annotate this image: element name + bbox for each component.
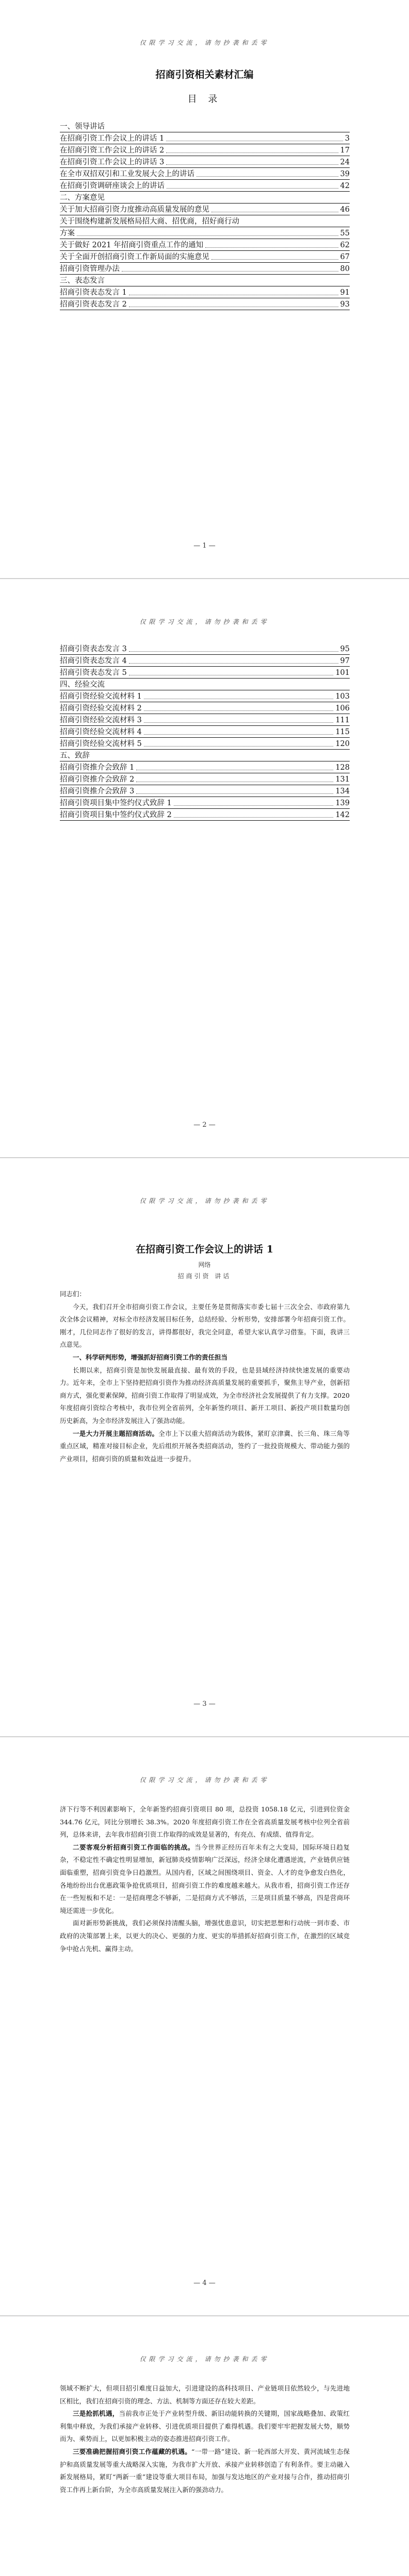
toc-entry-page: 93 <box>340 300 350 309</box>
toc-entry[interactable] <box>60 215 350 228</box>
paragraph-text: “一带一路”建设、新一轮西部大开发、黄河流域生态保护和高质量发展等重大战略深入实施，为我市扩大开放、承接产业转移创造了有利条件。要主动融入新发展格局，紧盯“两新一重”建设等重大项目布局，加强与发达地区的产业对接与合作，推动招商引资工作再上新台阶，为全市高质量发展注入新的强劲动力。 <box>60 2447 350 2494</box>
toc-entry[interactable] <box>60 180 350 192</box>
toc-entry[interactable] <box>60 773 350 786</box>
toc-entry-page: 46 <box>340 206 350 214</box>
toc-entry-page: 103 <box>335 692 350 701</box>
toc-entry[interactable] <box>60 643 350 655</box>
toc-entry-page: 17 <box>340 146 350 155</box>
toc-entry-page: 80 <box>340 265 350 273</box>
toc-leader-dots <box>166 152 338 153</box>
paragraph-lead: 一、科学研判形势，增强抓好招商引资工作的责任担当 <box>73 1353 228 1361</box>
speech-paragraph <box>60 2446 350 2496</box>
paragraph-text: 当前我市正处于产业转型升级、新旧动能转换的关键期，国家战略叠加、政策红利集中释放，为我们承接产业转移、引进优质项目提供了难得机遇。我们要牢牢把握发展大势，顺势而为、乘势而上，以更加积极主动的姿态推进招商引资工作。 <box>60 2410 350 2443</box>
toc-entry-page: 95 <box>340 645 350 653</box>
toc-entry-page: 134 <box>335 787 350 795</box>
paragraph-lead: 三是抢抓机遇， <box>73 2410 119 2418</box>
toc-entry[interactable] <box>60 204 350 216</box>
toc-entry-page: 97 <box>340 657 350 665</box>
toc-leader-dots <box>77 235 338 236</box>
toc-entry[interactable] <box>60 298 350 311</box>
toc-entry-title: 在招商引资工作会议上的讲话 2 <box>60 146 165 155</box>
speech-paragraph <box>60 1288 350 1301</box>
toc-entry[interactable] <box>60 690 350 703</box>
paragraph-text: 面对新形势新挑战，我们必须保持清醒头脑，增强忧患意识，切实把思想和行动统一到市委、市政府的决策部署上来，以更大的决心、更强的力度、更实的举措抓好招商引资工作，在激烈的区域竞争中抢占先机、赢得主动。 <box>60 1919 350 1953</box>
toc-entry-page: 106 <box>335 704 350 713</box>
speech-paragraph <box>60 1351 350 1364</box>
toc-entry-title: 在全市双招双引和工业发展大会上的讲话 <box>60 170 194 178</box>
speech-paragraph <box>60 1803 350 1841</box>
speech-paragraph <box>60 2408 350 2446</box>
toc-entry-page: 139 <box>335 799 350 807</box>
page-header: 仅限学习交流，请勿抄袭和丢零 <box>139 1197 270 1205</box>
toc-entry-title: 方案 <box>60 229 75 238</box>
toc-section-heading: 一、领导讲话 <box>60 123 105 131</box>
speech-paragraph <box>60 1428 350 1466</box>
toc-entry-title: 在招商引资工作会议上的讲话 3 <box>60 158 165 166</box>
toc-entry[interactable] <box>60 726 350 738</box>
toc-entry[interactable] <box>60 761 350 774</box>
toc-entry-page: 3 <box>345 134 350 143</box>
toc-section-heading: 二、方案意见 <box>60 194 105 202</box>
toc-entry[interactable] <box>60 286 350 299</box>
toc-leader-dots <box>122 271 338 272</box>
page-header: 仅限学习交流，请勿抄袭和丢零 <box>139 39 270 46</box>
table-of-contents <box>60 643 350 821</box>
toc-entry-page: 62 <box>340 241 350 249</box>
toc-entry-title: 招商引资经验交流材料 3 <box>60 716 142 724</box>
speech-title: 在招商引资工作会议上的讲话 1 <box>136 1244 273 1255</box>
toc-entry-title: 关于全面开创招商引资工作新局面的实施意见 <box>60 253 209 261</box>
toc-entry-title: 招商引资推介会致辞 3 <box>60 787 135 795</box>
toc-entry-title: 在招商引资工作会议上的讲话 1 <box>60 134 165 143</box>
speech-role: 招商引资 讲话 <box>177 1273 232 1280</box>
toc-entry-title: 招商引资表态发言 5 <box>60 669 127 677</box>
toc-leader-dots <box>167 188 338 189</box>
speech-paragraph <box>60 1364 350 1428</box>
page-number: — 1 — <box>193 542 216 550</box>
toc-entry[interactable] <box>60 251 350 263</box>
speech-author: 网络 <box>198 1261 211 1268</box>
toc-entry[interactable] <box>60 263 350 275</box>
toc-entry-title: 关于加大招商引资力度推动高质量发展的意见 <box>60 206 209 214</box>
toc-entry[interactable] <box>60 714 350 726</box>
paragraph-text: 领域不断扩大，但项目招引难度日益加大，引进建设的高科技项目、产业链项目依然较少，与先进地区相比，我们在招商引资的理念、方法、机制等方面还存在较大差距。 <box>60 2384 350 2405</box>
paragraph-text: 今天，我们召开全市招商引资工作会议，主要任务是贯彻落实市委七届十三次全会、市政府第九次全体会议精神，对标全市经济发展目标任务，总结经验、分析形势，安排部署今年招商引资工作。刚才，几位同志作了很好的发言，讲得都很好，我完全同意，希望大家认真学习借鉴。下面，我讲三点意见。 <box>60 1302 350 1349</box>
speech-paragraph <box>60 1917 350 1955</box>
paragraph-text: 济下行等不利因素影响下，全年新签约招商引资项目 80 项，总投资 1058.18 亿元，引进到位资金 344.76 亿元，同比分别增长 38.3%。2020 年度招商引资工作在全省高质量发展考核中位列全省前列，总体来讲，去年我市招商引资工作取得的成效是显著的，有亮点、有成绩、值得肯定。 <box>60 1805 350 1839</box>
toc-entry-page: 115 <box>335 728 350 736</box>
toc-entry-page: 128 <box>335 764 350 772</box>
toc-entry[interactable] <box>60 227 350 240</box>
page-header: 仅限学习交流，请勿抄袭和丢零 <box>139 2355 270 2363</box>
page-header: 仅限学习交流，请勿抄袭和丢零 <box>139 618 270 625</box>
toc-entry-title: 招商引资经验交流材料 2 <box>60 704 142 713</box>
toc-entry-title: 招商引资推介会致辞 2 <box>60 775 135 784</box>
speech-paragraph <box>60 2382 350 2408</box>
toc-entry-page: 42 <box>340 182 350 190</box>
document-page-1 <box>0 0 409 578</box>
toc-entry-page: 24 <box>340 158 350 166</box>
toc-entry-page: 39 <box>340 170 350 178</box>
toc-entry-title: 关于做好 2021 年招商引资重点工作的通知 <box>60 241 204 249</box>
toc-entry-title: 招商引资表态发言 3 <box>60 645 127 653</box>
toc-entry-title: 招商引资经验交流材料 1 <box>60 692 142 701</box>
page-number: — 2 — <box>193 1121 216 1129</box>
toc-leader-dots <box>129 651 338 652</box>
toc-title: 目 录 <box>187 94 222 105</box>
toc-leader-dots <box>144 710 333 711</box>
toc-entry-page: 142 <box>335 811 350 819</box>
speech-paragraph <box>60 1301 350 1351</box>
speech-body <box>60 1803 350 1955</box>
toc-section-heading: 四、经验交流 <box>60 681 105 689</box>
speech-body <box>60 1288 350 1465</box>
paragraph-lead: 三要准确把握招商引资工作蕴藏的机遇。 <box>73 2447 192 2455</box>
toc-leader-dots <box>144 734 333 735</box>
toc-leader-dots <box>144 746 333 747</box>
toc-entry[interactable] <box>60 667 350 679</box>
toc-leader-dots <box>129 663 338 664</box>
page-number: — 3 — <box>193 1700 216 1708</box>
toc-entry-page: 55 <box>340 229 350 238</box>
paragraph-lead: 二要客观分析招商引资工作面临的挑战。 <box>73 1843 195 1851</box>
toc-section-heading: 五、致辞 <box>60 752 90 760</box>
toc-entry-page: 101 <box>335 669 350 677</box>
toc-entry-title: 在招商引资调研座谈会上的讲话 <box>60 182 165 190</box>
table-of-contents <box>60 121 350 310</box>
toc-leader-dots <box>205 247 338 248</box>
toc-entry[interactable] <box>60 132 350 145</box>
toc-entry-title: 招商引资项目集中签约仪式致辞 2 <box>60 811 172 819</box>
document-page-2 <box>0 579 409 1157</box>
toc-entry[interactable] <box>60 156 350 168</box>
page-header: 仅限学习交流，请勿抄袭和丢零 <box>139 1776 270 1784</box>
toc-entry[interactable] <box>60 168 350 180</box>
toc-entry-title: 招商引资经验交流材料 5 <box>60 740 142 748</box>
toc-entry-title: 招商引资管理办法 <box>60 265 120 273</box>
paragraph-lead: 一是大力开展主题招商活动。 <box>73 1429 159 1437</box>
toc-entry-page: 91 <box>340 289 350 297</box>
toc-leader-dots <box>174 805 333 806</box>
toc-section-heading: 三、表态发言 <box>60 277 105 285</box>
toc-entry-title: 招商引资推介会致辞 1 <box>60 764 135 772</box>
toc-entry-title: 关于围绕构建新发展格局招大商、招优商，招好商行动 <box>60 217 239 226</box>
toc-entry-page: 67 <box>340 253 350 261</box>
toc-entry[interactable] <box>60 702 350 715</box>
toc-entry[interactable] <box>60 144 350 157</box>
toc-entry-title: 招商引资经验交流材料 4 <box>60 728 142 736</box>
toc-leader-dots <box>197 176 338 177</box>
toc-entry[interactable] <box>60 738 350 750</box>
speech-body <box>60 2382 350 2496</box>
paragraph-text: 同志们： <box>60 1290 86 1298</box>
paragraph-text: 长期以来，招商引资是加快发展最直接、最有效的手段，也是县域经济持续快速发展的重要动力。近年来，全市上下坚持把招商引资作为推动经济高质量发展的重要抓手，聚焦主导产业，创新招商方式，强化要素保障，招商引资工作取得了明显成效，为全市经济社会发展提供了有力支撑。2020 年度招商引资综合考核中，我市位列全省前列，全年新签约项目、新开工项目、新投产项目数量均创历史新高，为全市经济发展注入了强劲动能。 <box>60 1366 350 1425</box>
toc-entry[interactable] <box>60 239 350 251</box>
toc-leader-dots <box>144 722 333 723</box>
toc-entry-title: 招商引资表态发言 2 <box>60 300 127 309</box>
toc-entry-page: 120 <box>335 740 350 748</box>
paragraph-text: 全市上下以重大招商活动为载体，紧盯京津冀、长三角、珠三角等重点区域，精准对接目标企业，先后组织开展各类招商活动，签约了一批投资规模大、带动能力强的产业项目，招商引资的质量和效益进一步提升。 <box>60 1429 350 1463</box>
toc-entry[interactable] <box>60 809 350 821</box>
toc-leader-dots <box>211 259 338 260</box>
toc-entry[interactable] <box>60 655 350 667</box>
toc-entry[interactable] <box>60 797 350 809</box>
page-number: — 4 — <box>193 2279 216 2287</box>
toc-leader-dots <box>166 164 338 165</box>
toc-entry-title: 招商引资表态发言 4 <box>60 657 127 665</box>
toc-leader-dots <box>174 817 333 818</box>
paragraph-text: 当今世界正经历百年未有之大变局，国际环境日趋复杂，不稳定性不确定性明显增加，新冠肺炎疫情影响广泛深远，经济全球化遭遇逆流，产业链供应链面临重塑，招商引资竞争日趋激烈。从国内看，区域之间围绕项目、资金、人才的竞争愈发白热化，各地纷纷出台优惠政策争抢优质项目，招商引资工作的难度越来越大。从我市看，招商引资工作还存在一些短板和不足：一是招商理念不够新，二是招商方式不够活，三是项目质量不够高，四是营商环境还需进一步优化。 <box>60 1843 350 1914</box>
toc-leader-dots <box>136 793 333 794</box>
speech-paragraph <box>60 1841 350 1918</box>
toc-entry-page: 131 <box>335 775 350 784</box>
document-title: 招商引资相关素材汇编 <box>155 69 254 80</box>
toc-entry-title: 招商引资表态发言 1 <box>60 289 127 297</box>
toc-entry-title: 招商引资项目集中签约仪式致辞 1 <box>60 799 172 807</box>
toc-entry-page: 111 <box>335 716 350 724</box>
toc-entry[interactable] <box>60 785 350 798</box>
